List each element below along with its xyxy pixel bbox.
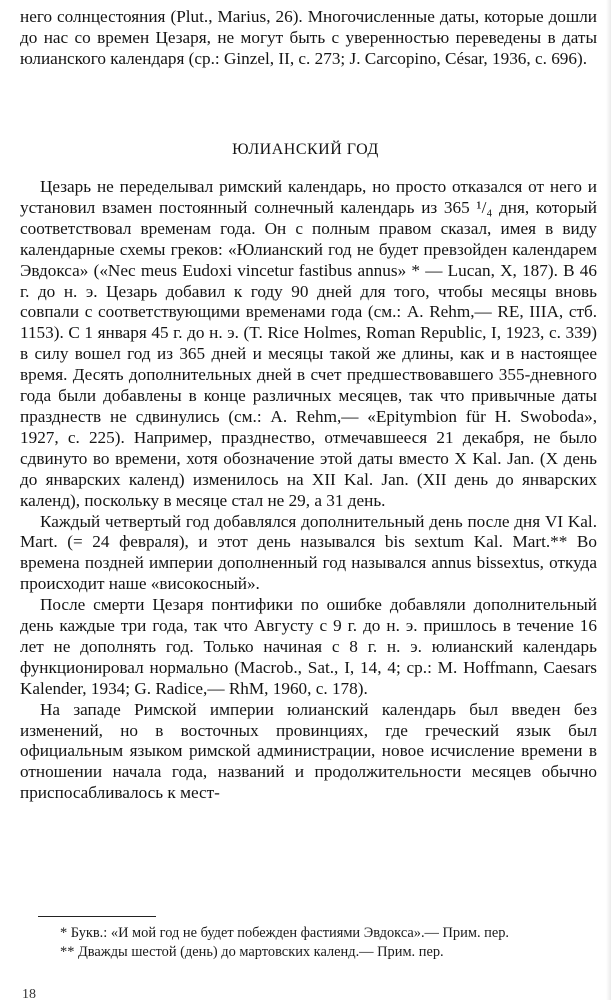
footnote-1: * Букв.: «И мой год не будет побежден фастиями Эвдокса».— Прим. пер. (60, 925, 510, 941)
footnotes (24, 924, 594, 962)
body-paragraph-4: На западе Римской империи юлианский календарь был введен без изменений, но в восточных провинциях, где греческий язык был официальным языком римской администрации, новое исчисление времени в отношении начала года, названий и продолжительности месяцев обычно приспосабливалось к мест- (20, 699, 597, 803)
intro-paragraph: него солнцестояния (Plut., Marius, 26). Многочисленные даты, которые дошли до нас со времен Цезаря, не могут быть с уверенностью переведены в даты юлианского календаря (ср.: Ginzel, II, c. 273; J. Carcopino, César, 1936, c. 696). (20, 7, 597, 68)
section-heading: ЮЛИАНСКИЙ ГОД (232, 141, 379, 158)
section-body (20, 177, 597, 804)
footnote-separator (38, 916, 156, 917)
intro-text (20, 7, 597, 70)
body-paragraph-2: Каждый четвертый год добавлялся дополнительный день после дня VI Kal. Mart. (= 24 февраля), и этот день назывался bis sextum Kal. Mart.** Во времена поздней империи дополненный год назывался annus bissextus, откуда происходит наше «високосный». (20, 511, 597, 594)
page-number: 18 (22, 987, 36, 1000)
page-edge-shadow (606, 0, 611, 1000)
body-paragraph-3: После смерти Цезаря понтифики по ошибке добавляли дополнительный день каждые три года, так что Августу с 9 г. до н. э. пришлось в течение 16 лет не дополнять год. Только начиная с 8 г. н. э. юлианский календарь функционировал нормально (Macrob., Sat., I, 14, 4; ср.: M. Hoffmann, Caesars Kalender, 1934; G. Radice,— RhM, 1960, c. 178). (20, 595, 597, 698)
footnote-2: ** Дважды шестой (день) до мартовских календ.— Прим. пер. (60, 944, 444, 960)
body-paragraph-1: Цезарь не переделывал римский календарь, но просто отказался от него и установил взамен постоянный солнечный календарь из 365 ¹/₄ дня, который соответствовал временам года. Он с полным правом сказал, имея в виду календарные схемы греков: «Юлианский год не будет превзойден календарем Эвдокса» («Nec meus Eudoxi vincetur fastibus annus» * — Lucan, X, 187). В 46 г. до н. э. Цезарь добавил к году 90 дней для того, чтобы месяцы вновь совпали с соответствующими временами года (см.: A. Rehm,— RE, IIIA, стб. 1153). С 1 января 45 г. до н. э. (T. Rice Holmes, Roman Republic, I, 1923, c. 339) в силу вошел год из 365 дней и месяцы такой же длины, как и в настоящее время. Десять дополнительных дней в счет предшествовавшего 355-дневного года были добавлены в конце различных месяцев, так что привычные даты празднеств не сдвинулись (см.: A. Rehm,— «Epitymbion für H. Swoboda», 1927, c. 225). Например, празднество, отмечавшееся 21 декабря, не было сдвинуто во времени, хотя обозначение этой даты вместо X Kal. Jan. (X день до январских календ) изменилось на XII Kal. Jan. (XII день до январских календ), поскольку в месяце стал не 29, а 31 день. (20, 177, 597, 510)
